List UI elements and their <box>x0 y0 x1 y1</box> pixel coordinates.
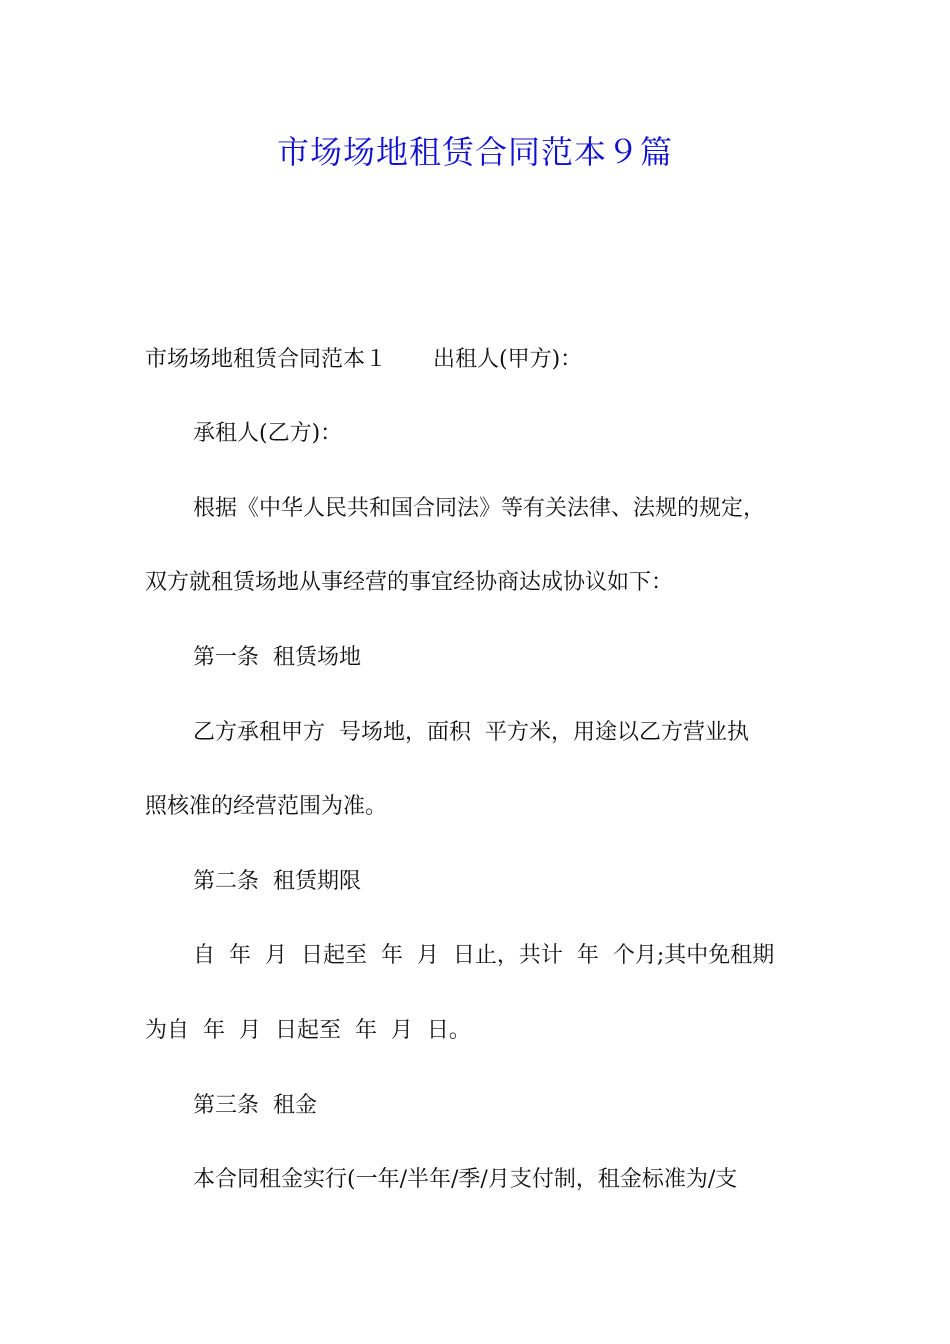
paragraph-line: 双方就租赁场地从事经营的事宜经协商达成协议如下： <box>145 570 674 595</box>
paragraph-line: 为自 年 月 日起至 年 月 日。 <box>145 1018 471 1043</box>
article-heading: 第一条 租赁场地 <box>193 645 361 670</box>
paragraph-line <box>145 342 835 378</box>
document-title: 市场场地租赁合同范本９篇 <box>276 133 673 171</box>
section-heading: 市场场地租赁合同范本１ <box>145 347 388 372</box>
paragraph-line: 本合同租金实行(一年/半年/季/月支付制，租金标准为/支 <box>193 1167 738 1192</box>
paragraph-line: 根据《中华人民共和国合同法》等有关法律、法规的规定， <box>193 496 766 521</box>
lessor-label: 出租人(甲方)： <box>433 347 583 372</box>
article-heading: 第二条 租赁期限 <box>193 869 361 894</box>
paragraph-line: 照核准的经营范围为准。 <box>145 794 388 819</box>
lessee-label: 承租人(乙方)： <box>193 421 343 446</box>
article-heading: 第三条 租金 <box>193 1093 317 1118</box>
paragraph-line: 自 年 月 日起至 年 月 日止，共计 年 个月;其中免租期 <box>193 943 775 968</box>
paragraph-line: 乙方承租甲方 号场地，面积 平方米，用途以乙方营业执 <box>193 720 749 745</box>
